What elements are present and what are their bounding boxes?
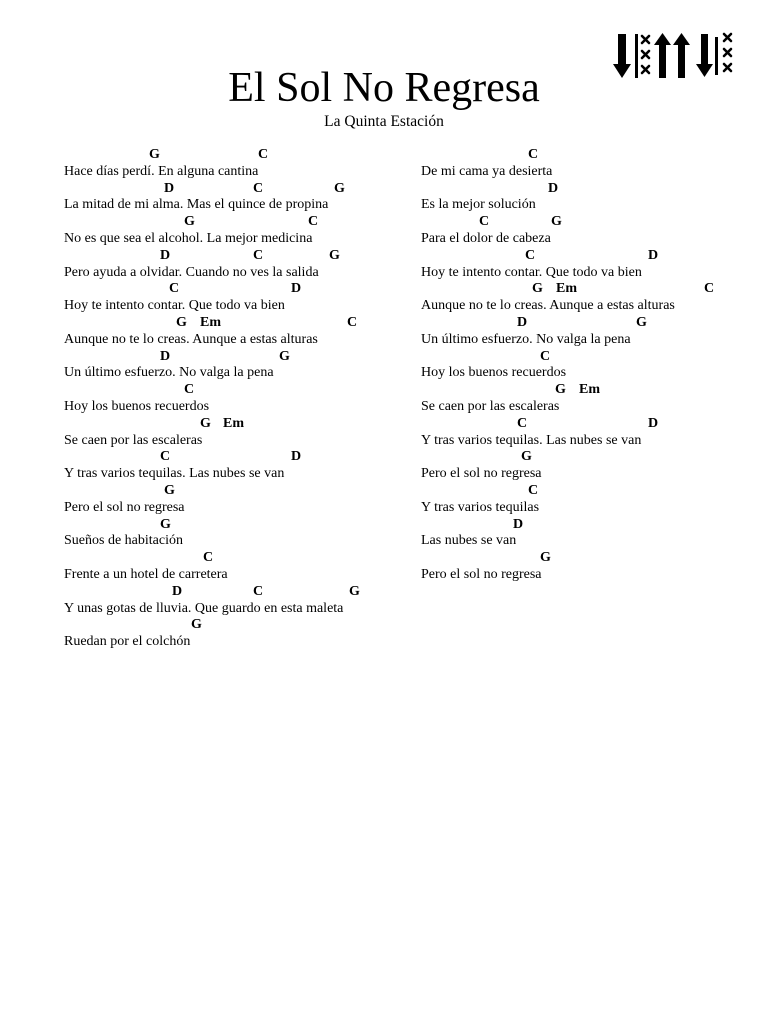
lyric-block — [64, 416, 409, 450]
chord: G — [164, 482, 175, 498]
lyric-line: Pero el sol no regresa — [64, 499, 185, 515]
chord-line — [64, 449, 409, 466]
chord-line — [64, 483, 409, 500]
chord: G — [636, 314, 647, 330]
chord: D — [291, 281, 302, 297]
lyric-block — [421, 315, 731, 349]
lyric-line: Aunque no te lo creas. Aunque a estas alturas — [64, 331, 318, 347]
lyric-block — [421, 550, 731, 584]
chord: C — [525, 247, 536, 263]
chord-line — [64, 584, 409, 601]
chord-line — [64, 517, 409, 534]
lyric-line: No es que sea el alcohol. La mejor medicina — [64, 230, 313, 246]
lyric-block — [64, 449, 409, 483]
lyric-block — [64, 349, 409, 383]
left-lyrics-column — [64, 147, 409, 651]
chord: D — [160, 348, 171, 364]
chord: C — [528, 482, 539, 498]
lyric-block — [421, 483, 731, 517]
lyric-line: Es la mejor solución — [421, 197, 536, 213]
lyric-line: Pero el sol no regresa — [421, 466, 542, 482]
chord: D — [172, 583, 183, 599]
chord-line — [64, 248, 409, 265]
lyric-line: Pero ayuda a olvidar. Cuando no ves la salida — [64, 264, 319, 280]
chord: D — [291, 449, 302, 465]
lyric-line: Aunque no te lo creas. Aunque a estas alturas — [421, 298, 675, 314]
chord-line — [64, 382, 409, 399]
chord: C — [540, 348, 551, 364]
lyric-line: Y tras varios tequilas — [421, 499, 540, 515]
chord: Em — [579, 382, 600, 398]
chord: C — [528, 147, 539, 162]
chord: D — [517, 314, 528, 330]
chord-line — [64, 617, 409, 634]
lyric-line: Un último esfuerzo. No valga la pena — [421, 331, 631, 347]
chord-line — [421, 517, 731, 534]
chord: C — [160, 449, 171, 465]
chord: C — [704, 281, 715, 297]
chord-line — [64, 416, 409, 433]
chord-line — [64, 315, 409, 332]
lyric-line: Un último esfuerzo. No valga la pena — [64, 365, 274, 381]
chord: C — [184, 382, 195, 398]
chord: G — [349, 583, 360, 599]
chord-line — [421, 550, 731, 567]
lyric-block — [421, 349, 731, 383]
lyric-line: Sueños de habitación — [64, 533, 183, 549]
chord-line — [421, 281, 731, 298]
chord: G — [551, 214, 562, 230]
lyric-block — [64, 483, 409, 517]
lyric-line: Se caen por las escaleras — [64, 432, 203, 448]
chord: G — [176, 314, 187, 330]
lyric-block — [421, 214, 731, 248]
chord: G — [149, 147, 160, 162]
chord: C — [347, 314, 358, 330]
chord-line — [421, 248, 731, 265]
lyric-block — [64, 584, 409, 618]
lyric-block — [64, 181, 409, 215]
chord-line — [64, 281, 409, 298]
lyric-block — [64, 214, 409, 248]
chord: G — [555, 382, 566, 398]
chord: C — [169, 281, 180, 297]
chord: D — [160, 247, 171, 263]
lyric-block — [421, 281, 731, 315]
chord: D — [164, 180, 175, 196]
chord: D — [648, 247, 659, 263]
chord-line — [421, 449, 731, 466]
lyric-block — [421, 147, 731, 181]
chord: C — [203, 550, 214, 566]
chord-line — [421, 214, 731, 231]
chord: G — [532, 281, 543, 297]
chord: G — [184, 214, 195, 230]
chord: C — [517, 415, 528, 431]
chord: Em — [223, 415, 244, 431]
lyric-line: Hoy los buenos recuerdos — [64, 398, 210, 414]
chord: C — [258, 147, 269, 162]
lyric-line: La mitad de mi alma. Mas el quince de propina — [64, 197, 329, 213]
lyric-block — [421, 416, 731, 450]
chord: C — [253, 180, 264, 196]
chord: Em — [556, 281, 577, 297]
lyric-line: Frente a un hotel de carretera — [64, 566, 228, 582]
chord: C — [253, 247, 264, 263]
chord: G — [200, 415, 211, 431]
lyric-line: Ruedan por el colchón — [64, 634, 191, 650]
lyric-line: Y tras varios tequilas. Las nubes se van — [64, 466, 285, 482]
lyric-line: Se caen por las escaleras — [421, 398, 560, 414]
lyric-block — [64, 617, 409, 651]
lyric-line: Las nubes se van — [421, 533, 517, 549]
lyric-line: Hoy te intento contar. Que todo va bien — [64, 298, 285, 314]
chord: C — [308, 214, 319, 230]
lyric-block — [421, 181, 731, 215]
lyric-line: Hace días perdí. En alguna cantina — [64, 163, 259, 179]
lyric-line: Y unas gotas de lluvia. Que guardo en esta maleta — [64, 600, 344, 616]
chord: Em — [200, 314, 221, 330]
chord-line — [64, 181, 409, 198]
chord: D — [648, 415, 659, 431]
chord-line — [64, 214, 409, 231]
lyric-line: Hoy los buenos recuerdos — [421, 365, 567, 381]
lyric-block — [421, 517, 731, 551]
chord: G — [191, 617, 202, 633]
chord-line — [64, 349, 409, 366]
lyric-block — [64, 248, 409, 282]
song-title: El Sol No Regresa — [228, 65, 540, 111]
lyric-line: Hoy te intento contar. Que todo va bien — [421, 264, 642, 280]
lyric-block — [64, 281, 409, 315]
chord: D — [548, 180, 559, 196]
chord: G — [334, 180, 345, 196]
chord-line — [421, 382, 731, 399]
chord: C — [253, 583, 264, 599]
lyric-block — [64, 550, 409, 584]
chord: G — [279, 348, 290, 364]
right-lyrics-column — [421, 147, 731, 584]
lyric-block — [64, 382, 409, 416]
chord-line — [421, 483, 731, 500]
lyric-line: De mi cama ya desierta — [421, 163, 553, 179]
chord-line — [421, 416, 731, 433]
lyric-block — [421, 248, 731, 282]
chord-line — [421, 181, 731, 198]
lyric-block — [64, 517, 409, 551]
arrows-and-crosses-logo-icon — [612, 31, 736, 81]
lyric-line: Para el dolor de cabeza — [421, 230, 551, 246]
chord-line — [64, 550, 409, 567]
artist-name: La Quinta Estación — [324, 113, 444, 130]
chord: C — [479, 214, 490, 230]
chord-line — [421, 147, 731, 164]
lyric-block — [421, 382, 731, 416]
chord: G — [521, 449, 532, 465]
lyric-block — [421, 449, 731, 483]
lyric-line: Y tras varios tequilas. Las nubes se van — [421, 432, 642, 448]
lyric-line: Pero el sol no regresa — [421, 566, 542, 582]
chord: G — [160, 516, 171, 532]
lyric-block — [64, 147, 409, 181]
lyric-block — [64, 315, 409, 349]
chord-line — [421, 315, 731, 332]
chord: G — [329, 247, 340, 263]
chord: G — [540, 550, 551, 566]
chord: D — [513, 516, 524, 532]
chord-line — [421, 349, 731, 366]
chord-line — [64, 147, 409, 164]
